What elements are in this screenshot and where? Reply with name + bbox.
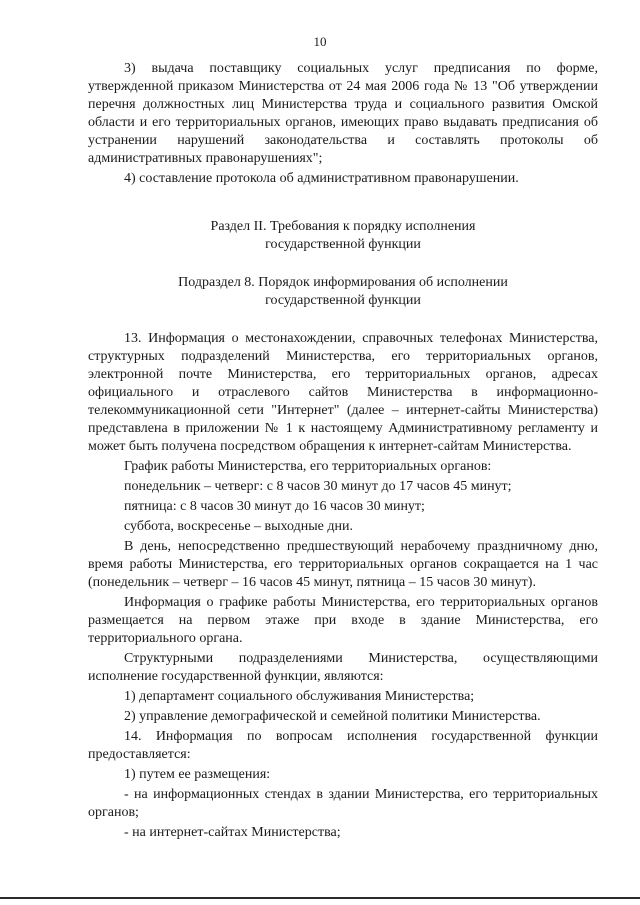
schedule-friday: пятница: с 8 часов 30 минут до 16 часов 30 минут; (124, 499, 425, 514)
paragraph-14-item-1-b: - на интернет-сайтах Министерства; (124, 825, 341, 840)
schedule-weekend: суббота, воскресенье – выходные дни. (124, 519, 353, 534)
section-title-line-2: государственной функции (265, 237, 421, 252)
page-number: 10 (313, 34, 327, 49)
subsection-title-line-2: государственной функции (265, 293, 421, 308)
structural-units-intro: Структурными подразделениями Министерства, осуществляющими исполнение государственной функции, являются: (88, 651, 598, 684)
list-item-3: 3) выдача поставщику социальных услуг предписания по форме, утвержденной приказом Министерства от 24 мая 2006 года № 13 "Об утверждении перечня должностных лиц Министерства труда и социального развития Омской области и его территориальных органов, имеющих право выдавать предписания об устранении нарушений законодательства и составлять протоколы об административных правонарушениях"; (88, 61, 598, 166)
paragraph-14-item-1-a: - на информационных стендах в здании Министерства, его территориальных органов; (88, 787, 598, 820)
paragraph-13: 13. Информация о местонахождении, справочных телефонах Министерства, структурных подразделений Министерства, его территориальных органов, электронной почте Министерства, его территориальных органов, адресах официального и отраслевого сайтов Министерства в информационно-телекоммуникационной сети "Интернет" (далее – интернет-сайты Министерства) представлена в приложении № 1 к настоящему Административному регламенту и может быть получена посредством обращения к интернет-сайтам Министерства. (88, 331, 598, 454)
subsection-title-line-1: Подраздел 8. Порядок информирования об исполнении (178, 275, 508, 290)
pre-holiday-schedule: В день, непосредственно предшествующий нерабочему праздничному дню, время работы Министерства, его территориальных органов сокращается на 1 час (понедельник – четверг – 16 часов 45 минут, пятница – 15 часов 30 минут). (88, 539, 598, 590)
bottom-edge-line (0, 897, 640, 899)
schedule-weekdays: понедельник – четверг: с 8 часов 30 минут до 17 часов 45 минут; (124, 479, 512, 494)
document-body (88, 60, 598, 844)
structural-unit-2: 2) управление демографической и семейной политики Министерства. (124, 709, 541, 724)
structural-unit-1: 1) департамент социального обслуживания Министерства; (124, 689, 475, 704)
schedule-intro: График работы Министерства, его территориальных органов: (124, 459, 492, 474)
section-title-line-1: Раздел II. Требования к порядку исполнения (210, 219, 476, 234)
list-item-4: 4) составление протокола об административном правонарушении. (124, 171, 519, 186)
paragraph-14: 14. Информация по вопросам исполнения государственной функции предоставляется: (88, 729, 598, 762)
schedule-location: Информация о графике работы Министерства, его территориальных органов размещается на первом этаже при входе в здание Министерства, его территориального органа. (88, 595, 598, 646)
paragraph-14-item-1: 1) путем ее размещения: (124, 767, 271, 782)
